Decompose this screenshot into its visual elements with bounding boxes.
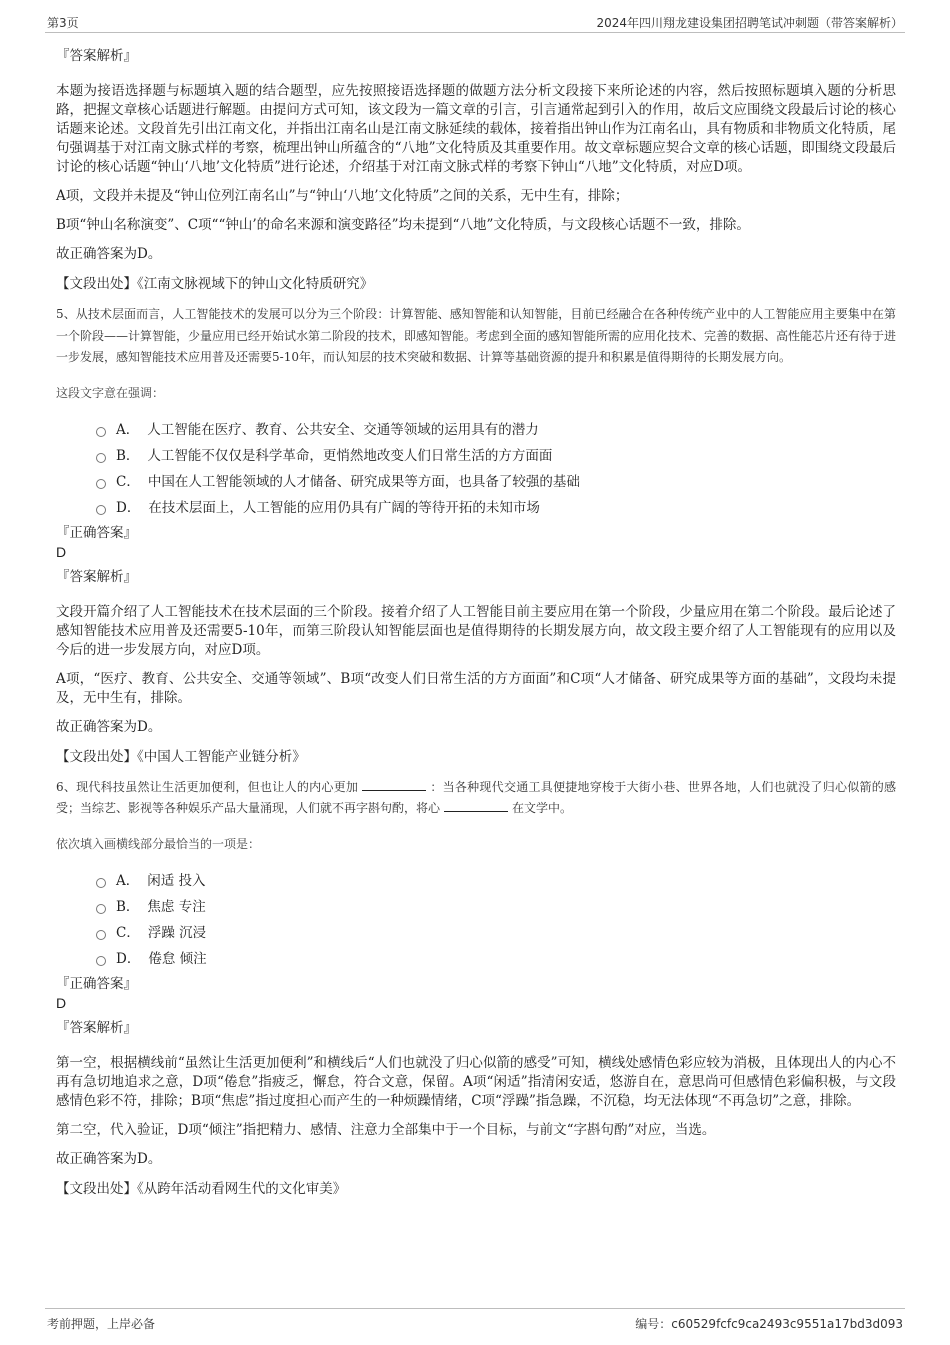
radio-icon[interactable] [96,904,106,914]
q6-option-d[interactable] [96,946,896,972]
radio-icon[interactable] [96,930,106,940]
radio-icon[interactable] [96,427,106,437]
q5-option-b[interactable] [96,443,896,469]
q6-analysis-paragraph: 第一空，根据横线前“虽然让生活更加便利”和横线后“人们也就没了归心似箭的感受”可知，横线处感情色彩应较为消极，且体现出人的内心不再有急切地追求之意，D项“倦怠”指疲乏，懈怠，符合文意，保留。A项“闲适”指清闲安适，悠游自在，意思尚可但感情色彩偏积极，与文段感情色彩不符，排除；B项“焦虑”指过度担心而产生的一种烦躁情绪，C项“浮躁”指急躁，不沉稳，均无法体现“不再急切”之意，排除。 [56,1054,896,1109]
q5-source: 【文段出处】《中国人工智能产业链分析》 [56,748,306,765]
q5-conclusion: 故正确答案为D。 [56,718,162,735]
q6-analysis-label: 『答案解析』 [56,1019,137,1036]
q6-text-part: 在文学中。 [512,801,573,815]
q6-question-text [56,777,896,820]
option-text: 闲适 投入 [147,872,206,889]
q4-analysis-paragraph: 本题为接语选择题与标题填入题的结合题型，应先按照接语选择题的做题方法分析文段接下来所论述的内容，然后按照标题填入题的分析思路，把握文章核心话题进行解题。由提问方式可知，该文段为一篇文章的引言，引言通常起到引入的作用，故后文应围绕文段最后讨论的核心话题来论述。文段首先引出江南文化，并指出江南名山是江南文脉延续的载体，接着指出钟山作为江南名山，具有物质和非物质文化特质，尾句强调基于对江南文脉式样的考察，梳理出钟山所蕴含的“八地”文化特质及其重要作用。故文章标题应契合文章的核心话题，即围绕文段最后讨论的核心话题“钟山‘八地’文化特质”进行论述，介绍基于对江南文脉式样的考察下钟山“八地”文化特质，对应D项。 [56,83,896,175]
q5-analysis-paragraph: A项，“医疗、教育、公共安全、交通等领域”、B项“改变人们日常生活的方方面面”和C项“人才储备、研究成果等方面的基础”，文段均未提及，无中生有，排除。 [56,670,896,706]
option-text: 焦虑 专注 [147,898,206,915]
option-letter: B． [116,898,140,915]
q4-analysis-paragraph: A项，文段并未提及“钟山位列江南名山”与“钟山‘八地’文化特质”之间的关系，无中生有，排除； [56,188,629,204]
q6-analysis-paragraph: 第二空，代入验证，D项“倾注”指把精力、感情、注意力全部集中于一个目标，与前文“字斟句酌”对应，当选。 [56,1121,716,1138]
q5-options [96,417,896,521]
option-letter: B． [116,447,140,464]
option-text: 在技术层面上，人工智能的应用仍具有广阔的等待开拓的未知市场 [148,499,540,516]
document-code: 编号：c60529fcfc9ca2493c9551a17bd3d093 [635,1317,903,1331]
fill-blank [444,799,508,812]
radio-icon[interactable] [96,956,106,966]
q5-prompt: 这段文字意在强调： [56,385,165,400]
page-header [45,10,905,33]
q5-question-text: 5、从技术层面而言，人工智能技术的发展可以分为三个阶段：计算智能、感知智能和认知智能，目前已经融合在各种传统产业中的人工智能应用主要集中在第一个阶段——计算智能，少量应用已经开始试水第二阶段的技术，即感知智能。考虑到全面的感知智能所需的应用化技术、完善的数据、高性能芯片还有待于进一步发展，感知智能技术应用普及还需要5-10年，而认知层的技术突破和数据、计算等基础资源的提升和积累是值得期待的长期发展方向。 [56,307,897,364]
radio-icon[interactable] [96,479,106,489]
q6-text-part: 6、现代科技虽然让生活更加便利，但也让人的内心更加 [56,779,359,794]
q6-option-a[interactable] [96,868,896,894]
q6-answer-label: 『正确答案』 [56,975,137,992]
option-text: 人工智能不仅仅是科学革命，更悄然地改变人们日常生活的方方面面 [147,447,553,464]
q4-analysis-paragraph: B项“钟山名称演变”、C项““钟山’的命名来源和演变路径”均未提到“八地”文化特质，与文段核心话题不一致，排除。 [56,217,750,233]
q5-option-a[interactable] [96,417,896,443]
document-title: 2024年四川翔龙建设集团招聘笔试冲刺题（带答案解析） [596,16,903,30]
q4-conclusion: 故正确答案为D。 [56,246,162,262]
page-footer [45,1308,905,1335]
q5-analysis-paragraph: 文段开篇介绍了人工智能技术在技术层面的三个阶段。接着介绍了人工智能目前主要应用在第一个阶段，少量应用在第二个阶段。最后论述了感知智能技术应用普及还需要5-10年，而第三阶段认知智能层面也是值得期待的长期发展方向，故文段主要介绍了人工智能现有的应用以及今后的进一步发展方向，对应D项。 [56,603,896,658]
option-letter: C． [116,473,140,490]
q4-source: 【文段出处】《江南文脉视域下的钟山文化特质研究》 [56,276,374,292]
q6-option-b[interactable] [96,894,896,920]
option-letter: A． [116,421,140,438]
footer-slogan: 考前押题，上岸必备 [47,1317,156,1331]
q5-option-c[interactable] [96,469,896,495]
q6-prompt: 依次填入画横线部分最恰当的一项是： [56,836,261,851]
q6-options [96,868,896,972]
q5-answer: D [56,543,67,560]
q5-analysis-label: 『答案解析』 [56,568,137,585]
q4-analysis-label: 『答案解析』 [56,48,137,64]
q6-text-part: ：当各种现代交通工具便捷地穿梭于大街小巷、世界各地，人们也就没了归心似箭的感受；当综艺、影视等各种娱乐产品大量涌现，人们就不再字斟句酌，将心 [56,779,896,815]
q5-answer-label: 『正确答案』 [56,524,137,541]
option-letter: C． [116,924,140,941]
radio-icon[interactable] [96,453,106,463]
option-text: 中国在人工智能领域的人才储备、研究成果等方面，也具备了较强的基础 [147,473,580,490]
option-letter: D． [116,499,141,516]
q6-option-c[interactable] [96,920,896,946]
page-content [56,40,896,1199]
option-letter: D． [116,950,141,967]
option-text: 倦怠 倾注 [148,950,207,967]
fill-blank [362,778,426,791]
radio-icon[interactable] [96,505,106,515]
q5-option-d[interactable] [96,495,896,521]
option-text: 浮躁 沉浸 [147,924,207,941]
page-number: 第3页 [47,16,79,30]
option-text: 人工智能在医疗、教育、公共安全、交通等领域的运用具有的潜力 [147,421,539,438]
q6-conclusion: 故正确答案为D。 [56,1150,162,1167]
radio-icon[interactable] [96,878,106,888]
q6-answer: D [56,994,67,1011]
option-letter: A． [116,872,140,889]
q6-source: 【文段出处】《从跨年活动看网生代的文化审美》 [56,1180,347,1197]
